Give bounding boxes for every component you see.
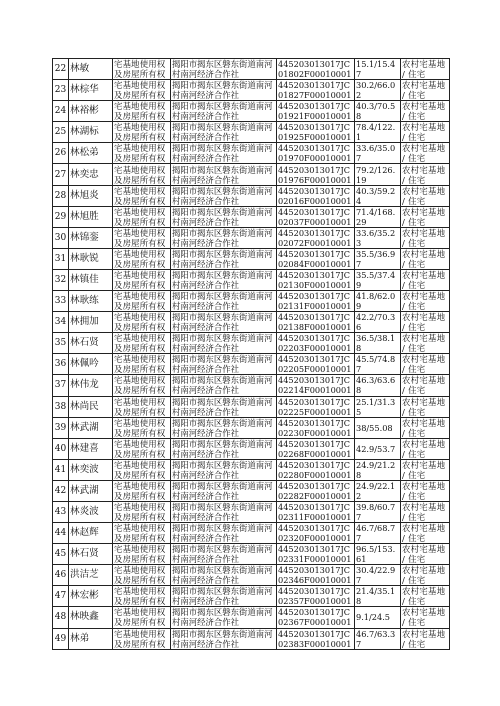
table-row <box>53 80 450 101</box>
row-number-cell: 22 <box>53 59 69 80</box>
right-type-cell: 宅基地使用权及房屋所有权 <box>113 501 171 522</box>
row-number-cell: 29 <box>53 206 69 227</box>
land-use-cell: 农村宅基地 / 住宅 <box>401 438 450 459</box>
unit-code-cell: 445203013017JC01802F00010001 <box>277 59 355 80</box>
property-register-sheet <box>52 58 450 650</box>
table-row <box>53 269 450 290</box>
owner-name-cell: 林奕忠 <box>69 164 113 185</box>
unit-code-cell: 445203013017JC02230F00010001 <box>277 417 355 438</box>
row-number-cell: 49 <box>53 628 69 649</box>
table-row <box>53 101 450 122</box>
location-address-cell: 揭阳市揭东区磐东街道南河村南河经济合作社 <box>171 59 277 80</box>
location-address-cell: 揭阳市揭东区磐东街道南河村南河经济合作社 <box>171 544 277 565</box>
right-type-cell: 宅基地使用权及房屋所有权 <box>113 80 171 101</box>
table-row <box>53 185 450 206</box>
land-use-cell: 农村宅基地 / 住宅 <box>401 59 450 80</box>
row-number-cell: 31 <box>53 248 69 269</box>
table-row <box>53 501 450 522</box>
owner-name-cell: 林敏 <box>69 59 113 80</box>
owner-name-cell: 林旭炎 <box>69 185 113 206</box>
unit-code-cell: 445203013017JC02130F00010001 <box>277 269 355 290</box>
right-type-cell: 宅基地使用权及房屋所有权 <box>113 417 171 438</box>
land-use-cell: 农村宅基地 / 住宅 <box>401 628 450 649</box>
location-address-cell: 揭阳市揭东区磐东街道南河村南河经济合作社 <box>171 480 277 501</box>
location-address-cell: 揭阳市揭东区磐东街道南河村南河经济合作社 <box>171 333 277 354</box>
row-number-cell: 23 <box>53 80 69 101</box>
unit-code-cell: 445203013017JC02214F00010001 <box>277 375 355 396</box>
area-value-cell: 35.5/37.49 <box>355 269 401 290</box>
row-number-cell: 46 <box>53 565 69 586</box>
owner-name-cell: 林旭胜 <box>69 206 113 227</box>
owner-name-cell: 林赵辉 <box>69 523 113 544</box>
area-value-cell: 24.9/21.28 <box>355 459 401 480</box>
location-address-cell: 揭阳市揭东区磐东街道南河村南河经济合作社 <box>171 438 277 459</box>
unit-code-cell: 445203013017JC01921F00010001 <box>277 101 355 122</box>
area-value-cell: 39.8/60.77 <box>355 501 401 522</box>
right-type-cell: 宅基地使用权及房屋所有权 <box>113 185 171 206</box>
area-value-cell: 46.3/63.68 <box>355 375 401 396</box>
land-use-cell: 农村宅基地 / 住宅 <box>401 354 450 375</box>
location-address-cell: 揭阳市揭东区磐东街道南河村南河经济合作社 <box>171 628 277 649</box>
owner-name-cell: 林裕彬 <box>69 101 113 122</box>
owner-name-cell: 林佩吟 <box>69 354 113 375</box>
row-number-cell: 27 <box>53 164 69 185</box>
land-use-cell: 农村宅基地 / 住宅 <box>401 122 450 143</box>
land-use-cell: 农村宅基地 / 住宅 <box>401 248 450 269</box>
land-use-cell: 农村宅基地 / 住宅 <box>401 396 450 417</box>
right-type-cell: 宅基地使用权及房屋所有权 <box>113 122 171 143</box>
right-type-cell: 宅基地使用权及房屋所有权 <box>113 565 171 586</box>
table-row <box>53 206 450 227</box>
table-row <box>53 544 450 565</box>
area-value-cell: 42.2/70.36 <box>355 312 401 333</box>
table-row <box>53 607 450 628</box>
table-row <box>53 438 450 459</box>
location-address-cell: 揭阳市揭东区磐东街道南河村南河经济合作社 <box>171 375 277 396</box>
unit-code-cell: 445203013017JC02331F00010001 <box>277 544 355 565</box>
land-use-cell: 农村宅基地 / 住宅 <box>401 607 450 628</box>
area-value-cell: 35.5/36.97 <box>355 248 401 269</box>
unit-code-cell: 445203013017JC02225F00010001 <box>277 396 355 417</box>
table-row <box>53 164 450 185</box>
location-address-cell: 揭阳市揭东区磐东街道南河村南河经济合作社 <box>171 248 277 269</box>
row-number-cell: 34 <box>53 312 69 333</box>
area-value-cell: 78.4/122.1 <box>355 122 401 143</box>
unit-code-cell: 445203013017JC02072F00010001 <box>277 227 355 248</box>
land-use-cell: 农村宅基地 / 住宅 <box>401 291 450 312</box>
area-value-cell: 71.4/168.29 <box>355 206 401 227</box>
right-type-cell: 宅基地使用权及房屋所有权 <box>113 607 171 628</box>
right-type-cell: 宅基地使用权及房屋所有权 <box>113 544 171 565</box>
row-number-cell: 37 <box>53 375 69 396</box>
unit-code-cell: 445203013017JC01976F00010001 <box>277 164 355 185</box>
row-number-cell: 36 <box>53 354 69 375</box>
right-type-cell: 宅基地使用权及房屋所有权 <box>113 312 171 333</box>
owner-name-cell: 林石贤 <box>69 333 113 354</box>
location-address-cell: 揭阳市揭东区磐东街道南河村南河经济合作社 <box>171 459 277 480</box>
location-address-cell: 揭阳市揭东区磐东街道南河村南河经济合作社 <box>171 122 277 143</box>
area-value-cell: 45.5/74.87 <box>355 354 401 375</box>
land-use-cell: 农村宅基地 / 住宅 <box>401 565 450 586</box>
location-address-cell: 揭阳市揭东区磐东街道南河村南河经济合作社 <box>171 607 277 628</box>
unit-code-cell: 445203013017JC02357F00010001 <box>277 586 355 607</box>
owner-name-cell: 洪洁芝 <box>69 565 113 586</box>
land-use-cell: 农村宅基地 / 住宅 <box>401 417 450 438</box>
unit-code-cell: 445203013017JC02367F00010001 <box>277 607 355 628</box>
table-row <box>53 586 450 607</box>
location-address-cell: 揭阳市揭东区磐东街道南河村南河经济合作社 <box>171 269 277 290</box>
row-number-cell: 48 <box>53 607 69 628</box>
table-row <box>53 227 450 248</box>
land-use-cell: 农村宅基地 / 住宅 <box>401 269 450 290</box>
owner-name-cell: 林镇佳 <box>69 269 113 290</box>
owner-name-cell: 林炎波 <box>69 501 113 522</box>
right-type-cell: 宅基地使用权及房屋所有权 <box>113 101 171 122</box>
area-value-cell: 36.5/38.18 <box>355 333 401 354</box>
owner-name-cell: 林松弟 <box>69 143 113 164</box>
table-row <box>53 480 450 501</box>
row-number-cell: 43 <box>53 501 69 522</box>
row-number-cell: 45 <box>53 544 69 565</box>
table-row <box>53 375 450 396</box>
unit-code-cell: 445203013017JC01925F00010001 <box>277 122 355 143</box>
land-use-cell: 农村宅基地 / 住宅 <box>401 143 450 164</box>
table-row <box>53 122 450 143</box>
area-value-cell: 79.2/126.19 <box>355 164 401 185</box>
location-address-cell: 揭阳市揭东区磐东街道南河村南河经济合作社 <box>171 291 277 312</box>
land-use-cell: 农村宅基地 / 住宅 <box>401 185 450 206</box>
table-body <box>53 59 450 650</box>
location-address-cell: 揭阳市揭东区磐东街道南河村南河经济合作社 <box>171 143 277 164</box>
location-address-cell: 揭阳市揭东区磐东街道南河村南河经济合作社 <box>171 312 277 333</box>
unit-code-cell: 445203013017JC02037F00010001 <box>277 206 355 227</box>
unit-code-cell: 445203013017JC02268F00010001 <box>277 438 355 459</box>
location-address-cell: 揭阳市揭东区磐东街道南河村南河经济合作社 <box>171 354 277 375</box>
row-number-cell: 41 <box>53 459 69 480</box>
unit-code-cell: 445203013017JC02280F00010001 <box>277 459 355 480</box>
location-address-cell: 揭阳市揭东区磐东街道南河村南河经济合作社 <box>171 80 277 101</box>
area-value-cell: 15.1/15.47 <box>355 59 401 80</box>
row-number-cell: 42 <box>53 480 69 501</box>
area-value-cell: 24.9/22.12 <box>355 480 401 501</box>
row-number-cell: 32 <box>53 269 69 290</box>
unit-code-cell: 445203013017JC02084F00010001 <box>277 248 355 269</box>
area-value-cell: 46.7/63.37 <box>355 628 401 649</box>
area-value-cell: 40.3/70.58 <box>355 101 401 122</box>
owner-name-cell: 林尚民 <box>69 396 113 417</box>
area-value-cell: 25.1/31.35 <box>355 396 401 417</box>
location-address-cell: 揭阳市揭东区磐东街道南河村南河经济合作社 <box>171 565 277 586</box>
right-type-cell: 宅基地使用权及房屋所有权 <box>113 375 171 396</box>
land-use-cell: 农村宅基地 / 住宅 <box>401 333 450 354</box>
right-type-cell: 宅基地使用权及房屋所有权 <box>113 333 171 354</box>
right-type-cell: 宅基地使用权及房屋所有权 <box>113 164 171 185</box>
land-use-cell: 农村宅基地 / 住宅 <box>401 375 450 396</box>
unit-code-cell: 445203013017JC02205F00010001 <box>277 354 355 375</box>
land-use-cell: 农村宅基地 / 住宅 <box>401 164 450 185</box>
right-type-cell: 宅基地使用权及房屋所有权 <box>113 459 171 480</box>
row-number-cell: 24 <box>53 101 69 122</box>
table-row <box>53 417 450 438</box>
land-use-cell: 农村宅基地 / 住宅 <box>401 312 450 333</box>
row-number-cell: 28 <box>53 185 69 206</box>
row-number-cell: 47 <box>53 586 69 607</box>
row-number-cell: 35 <box>53 333 69 354</box>
owner-name-cell: 林拥加 <box>69 312 113 333</box>
location-address-cell: 揭阳市揭东区磐东街道南河村南河经济合作社 <box>171 101 277 122</box>
unit-code-cell: 445203013017JC01827F00010001 <box>277 80 355 101</box>
table-row <box>53 333 450 354</box>
right-type-cell: 宅基地使用权及房屋所有权 <box>113 628 171 649</box>
area-value-cell: 96.5/153.61 <box>355 544 401 565</box>
owner-name-cell: 林石贤 <box>69 544 113 565</box>
owner-name-cell: 林伟龙 <box>69 375 113 396</box>
table-row <box>53 248 450 269</box>
area-value-cell: 9.1/24.5 <box>355 607 401 628</box>
owner-name-cell: 林湖标 <box>69 122 113 143</box>
owner-name-cell: 林耿练 <box>69 291 113 312</box>
area-value-cell: 33.6/35.23 <box>355 227 401 248</box>
right-type-cell: 宅基地使用权及房屋所有权 <box>113 291 171 312</box>
unit-code-cell: 445203013017JC02320F00010001 <box>277 523 355 544</box>
location-address-cell: 揭阳市揭东区磐东街道南河村南河经济合作社 <box>171 396 277 417</box>
area-value-cell: 30.4/22.97 <box>355 565 401 586</box>
owner-name-cell: 林建喜 <box>69 438 113 459</box>
unit-code-cell: 445203013017JC02282F00010001 <box>277 480 355 501</box>
unit-code-cell: 445203013017JC02016F00010001 <box>277 185 355 206</box>
area-value-cell: 41.8/62.09 <box>355 291 401 312</box>
table-row <box>53 312 450 333</box>
row-number-cell: 44 <box>53 523 69 544</box>
location-address-cell: 揭阳市揭东区磐东街道南河村南河经济合作社 <box>171 227 277 248</box>
owner-name-cell: 林武湖 <box>69 417 113 438</box>
owner-name-cell: 林映鑫 <box>69 607 113 628</box>
row-number-cell: 40 <box>53 438 69 459</box>
location-address-cell: 揭阳市揭东区磐东街道南河村南河经济合作社 <box>171 185 277 206</box>
row-number-cell: 39 <box>53 417 69 438</box>
owner-name-cell: 林耿锐 <box>69 248 113 269</box>
table-row <box>53 565 450 586</box>
table-row <box>53 59 450 80</box>
unit-code-cell: 445203013017JC02203F00010001 <box>277 333 355 354</box>
land-use-cell: 农村宅基地 / 住宅 <box>401 227 450 248</box>
table-row <box>53 396 450 417</box>
unit-code-cell: 445203013017JC02138F00010001 <box>277 312 355 333</box>
table-row <box>53 143 450 164</box>
right-type-cell: 宅基地使用权及房屋所有权 <box>113 396 171 417</box>
unit-code-cell: 445203013017JC01970F00010001 <box>277 143 355 164</box>
table-row <box>53 628 450 649</box>
land-use-cell: 农村宅基地 / 住宅 <box>401 586 450 607</box>
row-number-cell: 33 <box>53 291 69 312</box>
table-row <box>53 523 450 544</box>
right-type-cell: 宅基地使用权及房屋所有权 <box>113 269 171 290</box>
table-row <box>53 354 450 375</box>
owner-name-cell: 林宏彬 <box>69 586 113 607</box>
right-type-cell: 宅基地使用权及房屋所有权 <box>113 354 171 375</box>
right-type-cell: 宅基地使用权及房屋所有权 <box>113 438 171 459</box>
right-type-cell: 宅基地使用权及房屋所有权 <box>113 586 171 607</box>
right-type-cell: 宅基地使用权及房屋所有权 <box>113 523 171 544</box>
area-value-cell: 21.4/35.18 <box>355 586 401 607</box>
area-value-cell: 40.3/59.24 <box>355 185 401 206</box>
location-address-cell: 揭阳市揭东区磐东街道南河村南河经济合作社 <box>171 501 277 522</box>
unit-code-cell: 445203013017JC02383F00010001 <box>277 628 355 649</box>
row-number-cell: 30 <box>53 227 69 248</box>
property-register-table <box>52 58 450 650</box>
owner-name-cell: 林奕波 <box>69 459 113 480</box>
row-number-cell: 26 <box>53 143 69 164</box>
location-address-cell: 揭阳市揭东区磐东街道南河村南河经济合作社 <box>171 206 277 227</box>
owner-name-cell: 林弟 <box>69 628 113 649</box>
table-row <box>53 459 450 480</box>
right-type-cell: 宅基地使用权及房屋所有权 <box>113 480 171 501</box>
right-type-cell: 宅基地使用权及房屋所有权 <box>113 59 171 80</box>
location-address-cell: 揭阳市揭东区磐东街道南河村南河经济合作社 <box>171 417 277 438</box>
land-use-cell: 农村宅基地 / 住宅 <box>401 459 450 480</box>
location-address-cell: 揭阳市揭东区磐东街道南河村南河经济合作社 <box>171 164 277 185</box>
land-use-cell: 农村宅基地 / 住宅 <box>401 501 450 522</box>
right-type-cell: 宅基地使用权及房屋所有权 <box>113 206 171 227</box>
unit-code-cell: 445203013017JC02311F00010001 <box>277 501 355 522</box>
land-use-cell: 农村宅基地 / 住宅 <box>401 523 450 544</box>
land-use-cell: 农村宅基地 / 住宅 <box>401 80 450 101</box>
land-use-cell: 农村宅基地 / 住宅 <box>401 101 450 122</box>
location-address-cell: 揭阳市揭东区磐东街道南河村南河经济合作社 <box>171 523 277 544</box>
right-type-cell: 宅基地使用权及房屋所有权 <box>113 248 171 269</box>
unit-code-cell: 445203013017JC02346F00010001 <box>277 565 355 586</box>
right-type-cell: 宅基地使用权及房屋所有权 <box>113 143 171 164</box>
area-value-cell: 38/55.08 <box>355 417 401 438</box>
row-number-cell: 25 <box>53 122 69 143</box>
table-row <box>53 291 450 312</box>
land-use-cell: 农村宅基地 / 住宅 <box>401 544 450 565</box>
area-value-cell: 30.2/66.02 <box>355 80 401 101</box>
area-value-cell: 46.7/68.77 <box>355 523 401 544</box>
land-use-cell: 农村宅基地 / 住宅 <box>401 206 450 227</box>
area-value-cell: 33.6/35.07 <box>355 143 401 164</box>
land-use-cell: 农村宅基地 / 住宅 <box>401 480 450 501</box>
owner-name-cell: 林棕华 <box>69 80 113 101</box>
row-number-cell: 38 <box>53 396 69 417</box>
location-address-cell: 揭阳市揭东区磐东街道南河村南河经济合作社 <box>171 586 277 607</box>
owner-name-cell: 林武湖 <box>69 480 113 501</box>
right-type-cell: 宅基地使用权及房屋所有权 <box>113 227 171 248</box>
area-value-cell: 42.9/53.7 <box>355 438 401 459</box>
owner-name-cell: 林锦銮 <box>69 227 113 248</box>
unit-code-cell: 445203013017JC02131F00010001 <box>277 291 355 312</box>
